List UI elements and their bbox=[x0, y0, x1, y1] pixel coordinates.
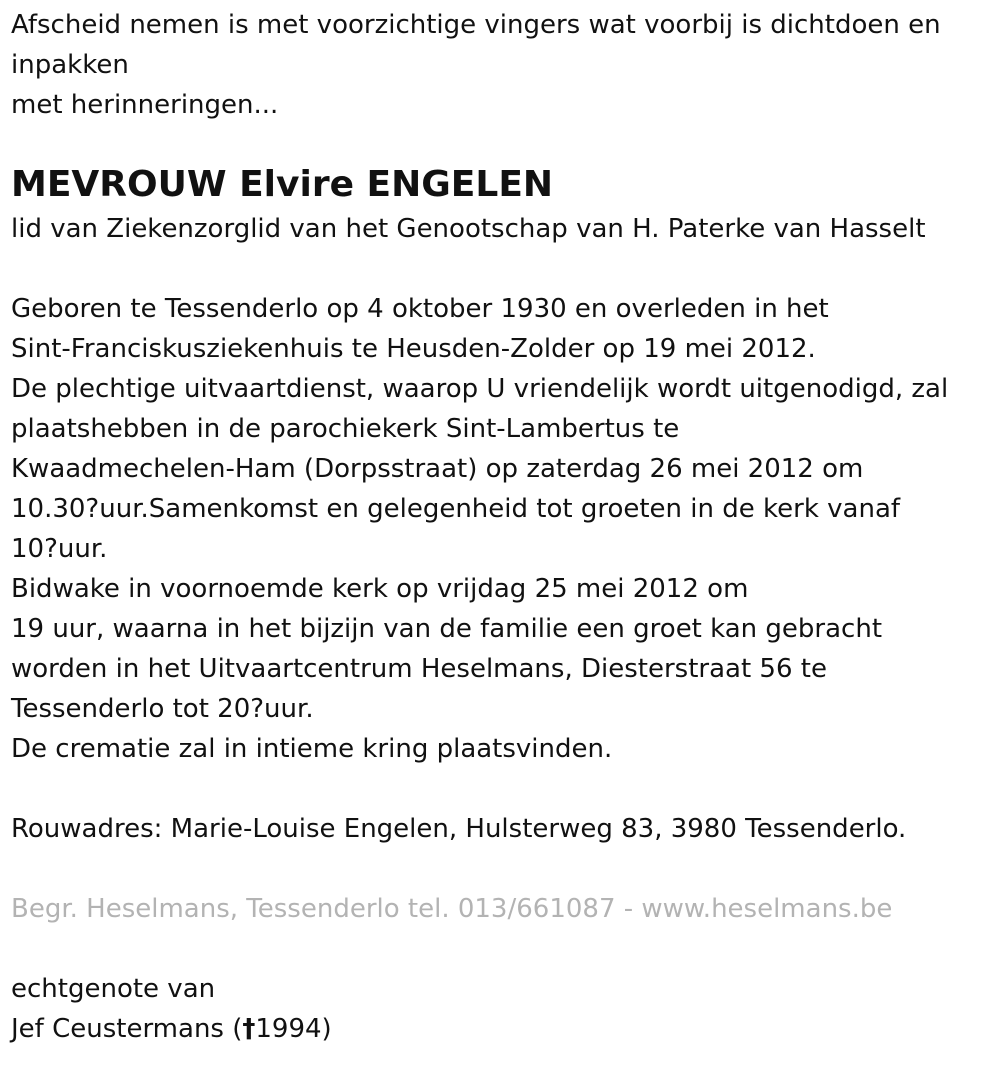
spacer bbox=[11, 849, 986, 889]
membership-line: lid van Ziekenzorglid van het Genootschap van H. Paterke van Hasselt bbox=[11, 214, 926, 244]
mourning-address: Rouwadres: Marie-Louise Engelen, Hulsterweg 83, 3980 Tessenderlo. bbox=[11, 814, 907, 844]
body-line: Tessenderlo tot 20?uur. bbox=[11, 694, 314, 724]
body-text bbox=[11, 289, 986, 769]
cross-icon: † bbox=[242, 1014, 256, 1044]
obituary-notice bbox=[11, 5, 986, 1049]
body-line: De crematie zal in intieme kring plaatsvinden. bbox=[11, 734, 613, 764]
spacer bbox=[11, 249, 986, 289]
body-line: Bidwake in voornoemde kerk op vrijdag 25 mei 2012 om bbox=[11, 574, 749, 604]
spouse-name: Jef Ceustermans ( bbox=[11, 1014, 243, 1044]
body-line: 19 uur, waarna in het bijzijn van de familie een groet kan gebracht bbox=[11, 614, 883, 644]
intro-line-2: inpakken bbox=[11, 50, 129, 80]
spouse-line bbox=[11, 1009, 986, 1049]
funeral-home-line: Begr. Heselmans, Tessenderlo tel. 013/661087 - www.heselmans.be bbox=[11, 894, 893, 924]
spouse-death-year: 1994) bbox=[255, 1014, 332, 1044]
spacer bbox=[11, 929, 986, 969]
intro-line-1: Afscheid nemen is met voorzichtige vingers wat voorbij is dichtdoen en bbox=[11, 10, 941, 40]
spouse-label: echtgenote van bbox=[11, 974, 216, 1004]
spacer bbox=[11, 769, 986, 809]
intro-line-3: met herinneringen... bbox=[11, 90, 279, 120]
body-line: 10?uur. bbox=[11, 534, 108, 564]
body-line: worden in het Uitvaartcentrum Heselmans, Diesterstraat 56 te bbox=[11, 654, 827, 684]
body-line: Sint-Franciskusziekenhuis te Heusden-Zolder op 19 mei 2012. bbox=[11, 334, 816, 364]
body-line: plaatshebben in de parochiekerk Sint-Lambertus te bbox=[11, 414, 680, 444]
body-line: Kwaadmechelen-Ham (Dorpsstraat) op zaterdag 26 mei 2012 om bbox=[11, 454, 864, 484]
body-line: De plechtige uitvaartdienst, waarop U vriendelijk wordt uitgenodigd, zal bbox=[11, 374, 949, 404]
deceased-name: MEVROUW Elvire ENGELEN bbox=[11, 164, 554, 205]
body-line: Geboren te Tessenderlo op 4 oktober 1930 en overleden in het bbox=[11, 294, 829, 324]
body-line: 10.30?uur.Samenkomst en gelegenheid tot groeten in de kerk vanaf bbox=[11, 494, 901, 524]
